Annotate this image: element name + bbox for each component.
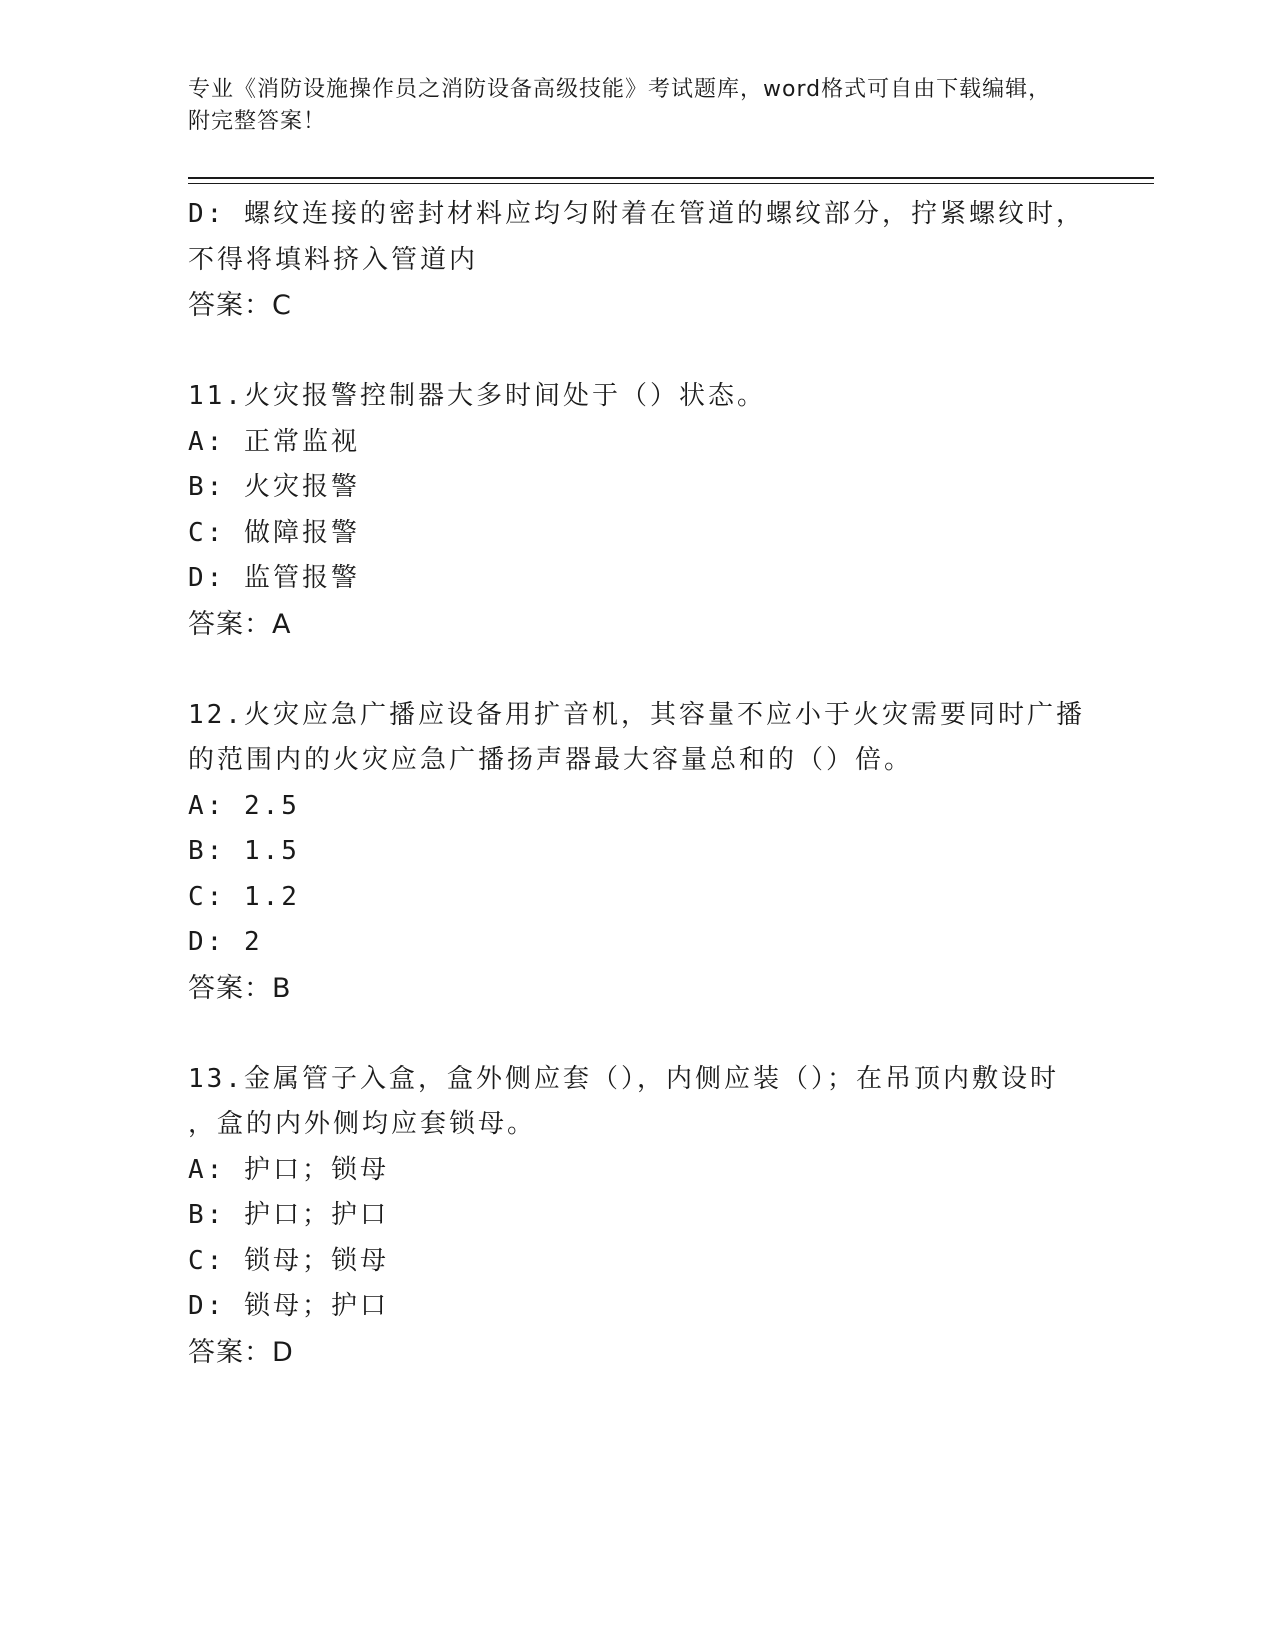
question-12-answer: 答案：B: [188, 972, 292, 1004]
spacer: [188, 329, 1088, 375]
question-11-option-d: D: 监管报警: [188, 563, 360, 593]
question-13-stem-line1: 13.金属管子入盒，盒外侧应套（），内侧应装（）；在吊顶内敷设时: [188, 1063, 1059, 1094]
question-11-option-a: A: 正常监视: [188, 426, 360, 457]
spacer: [188, 647, 1088, 693]
question-12-stem-line2: 的范围内的火灾应急广播扬声器最大容量总和的（）倍。: [188, 745, 914, 775]
question-12-option-d: D: 2: [188, 927, 263, 957]
question-11-stem: 11.火灾报警控制器大多时间处于（）状态。: [188, 381, 766, 411]
header-rule-thin: [188, 183, 1154, 184]
question-11-option-b: B: 火灾报警: [188, 472, 360, 502]
question-13: [188, 1057, 1088, 1376]
question-12-stem-line1: 12.火灾应急广播应设备用扩音机，其容量不应小于火灾需要同时广播: [188, 699, 1085, 730]
question-11-option-c: C: 做障报警: [188, 517, 360, 548]
question-13-option-a: A: 护口；锁母: [188, 1154, 389, 1185]
question-11-answer: 答案：A: [188, 608, 292, 640]
prev-option-d-line1: D: 螺纹连接的密封材料应均匀附着在管道的螺纹部分，拧紧螺纹时，: [188, 199, 1085, 229]
question-12-option-c: C: 1.2: [188, 881, 300, 912]
question-12: [188, 693, 1088, 1012]
spacer: [188, 1011, 1088, 1057]
prev-option-d-line2: 不得将填料挤入管道内: [188, 244, 479, 275]
question-11: [188, 374, 1088, 647]
document-header-description: 专业《消防设施操作员之消防设备高级技能》考试题库，word格式可自由下载编辑，附完整答案！: [188, 77, 1052, 134]
prev-answer: 答案：C: [188, 290, 292, 321]
question-13-option-b: B: 护口；护口: [188, 1200, 389, 1230]
question-13-answer: 答案：D: [188, 1336, 294, 1368]
question-12-option-a: A: 2.5: [188, 790, 300, 821]
question-12-option-b: B: 1.5: [188, 836, 300, 866]
question-content: [188, 192, 1088, 1375]
question-13-option-d: D: 锁母；护口: [188, 1291, 389, 1321]
question-13-option-c: C: 锁母；锁母: [188, 1245, 389, 1276]
header-rule-thick: [188, 177, 1154, 179]
question-13-stem-line2: ，盒的内外侧均应套锁母。: [188, 1109, 537, 1139]
